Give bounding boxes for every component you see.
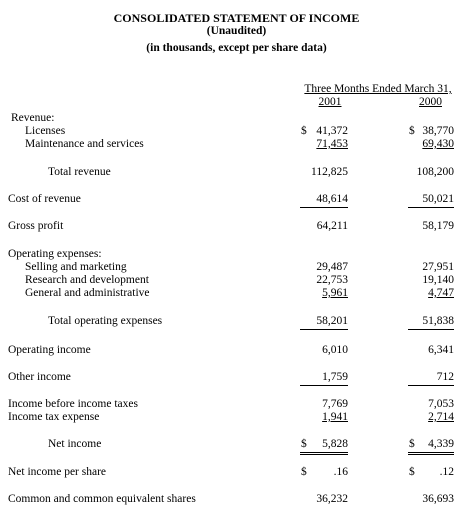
row-label-tax: Income tax expense bbox=[8, 411, 100, 423]
row-label-licenses: Licenses bbox=[25, 125, 66, 137]
value-total-opex-2000: 51,838 bbox=[422, 315, 454, 327]
underline bbox=[300, 385, 348, 386]
year-header-2000: 2000 bbox=[419, 96, 442, 108]
row-label-shares: Common and common equivalent shares bbox=[8, 493, 196, 505]
value-net-income-2000: 4,339 bbox=[428, 438, 454, 450]
value-rnd-2000: 19,140 bbox=[422, 274, 454, 286]
value-total-revenue-2001: 112,825 bbox=[311, 166, 348, 178]
row-label-cost-of-revenue: Cost of revenue bbox=[8, 193, 81, 205]
value-selling-2000: 27,951 bbox=[422, 261, 454, 273]
revenue-header: Revenue: bbox=[11, 112, 55, 124]
value-shares-2000: 36,693 bbox=[422, 493, 454, 505]
currency-symbol: $ bbox=[301, 438, 307, 450]
value-licenses-2001: 41,372 bbox=[316, 125, 348, 137]
row-label-gross-profit: Gross profit bbox=[8, 220, 64, 232]
currency-symbol: $ bbox=[409, 438, 415, 450]
value-rnd-2001: 22,753 bbox=[316, 274, 348, 286]
value-eps-2000: .12 bbox=[439, 466, 454, 478]
value-other-income-2001: 1,759 bbox=[322, 371, 348, 383]
statement-subtitle: (Unaudited) bbox=[206, 25, 267, 37]
period-header: Three Months Ended March 31, bbox=[304, 83, 452, 95]
statement-title: CONSOLIDATED STATEMENT OF INCOME bbox=[113, 11, 360, 25]
value-income-before-tax-2001: 7,769 bbox=[322, 398, 348, 410]
double-underline bbox=[300, 452, 348, 453]
value-other-income-2000: 712 bbox=[436, 371, 454, 383]
value-total-revenue-2000: 108,200 bbox=[416, 166, 454, 178]
underline bbox=[408, 385, 454, 386]
row-label-operating-income: Operating income bbox=[8, 344, 91, 356]
value-tax-2001: 1,941 bbox=[322, 411, 348, 423]
currency-symbol: $ bbox=[409, 125, 415, 137]
double-underline bbox=[300, 454, 348, 455]
value-income-before-tax-2000: 7,053 bbox=[428, 398, 454, 410]
value-cost-of-revenue-2001: 48,614 bbox=[316, 193, 348, 205]
value-gna-2000: 4,747 bbox=[428, 287, 454, 299]
row-label-total-revenue: Total revenue bbox=[48, 166, 111, 178]
double-underline bbox=[408, 454, 454, 455]
underline bbox=[408, 207, 454, 208]
row-label-maintenance: Maintenance and services bbox=[25, 138, 144, 150]
row-label-other-income: Other income bbox=[8, 371, 71, 383]
value-gross-profit-2001: 64,211 bbox=[316, 220, 348, 232]
row-label-total-opex: Total operating expenses bbox=[48, 315, 163, 327]
underline bbox=[300, 329, 348, 330]
currency-symbol: $ bbox=[301, 125, 307, 137]
value-maintenance-2001: 71,453 bbox=[316, 138, 348, 150]
value-maintenance-2000: 69,430 bbox=[422, 138, 454, 150]
year-header-2001: 2001 bbox=[318, 96, 342, 108]
value-cost-of-revenue-2000: 50,021 bbox=[422, 193, 454, 205]
value-shares-2001: 36,232 bbox=[316, 493, 348, 505]
double-underline bbox=[408, 452, 454, 453]
value-operating-income-2001: 6,010 bbox=[322, 344, 348, 356]
opex-header: Operating expenses: bbox=[8, 248, 102, 260]
value-net-income-2001: 5,828 bbox=[322, 438, 348, 450]
value-selling-2001: 29,487 bbox=[316, 261, 348, 273]
row-label-eps: Net income per share bbox=[8, 466, 107, 478]
underline bbox=[408, 329, 454, 330]
currency-symbol: $ bbox=[301, 466, 307, 478]
row-label-income-before-tax: Income before income taxes bbox=[8, 398, 138, 410]
row-label-gna: General and administrative bbox=[25, 287, 150, 299]
value-eps-2001: .16 bbox=[333, 466, 348, 478]
units-note: (in thousands, except per share data) bbox=[146, 42, 327, 54]
value-operating-income-2000: 6,341 bbox=[428, 344, 454, 356]
value-gna-2001: 5,961 bbox=[322, 287, 348, 299]
row-label-rnd: Research and development bbox=[25, 274, 149, 286]
row-label-net-income: Net income bbox=[48, 438, 102, 450]
value-total-opex-2001: 58,201 bbox=[316, 315, 348, 327]
row-label-selling: Selling and marketing bbox=[25, 261, 127, 273]
value-gross-profit-2000: 58,179 bbox=[422, 220, 454, 232]
value-licenses-2000: 38,770 bbox=[422, 125, 454, 137]
underline bbox=[300, 207, 348, 208]
value-tax-2000: 2,714 bbox=[428, 411, 454, 423]
currency-symbol: $ bbox=[409, 466, 415, 478]
